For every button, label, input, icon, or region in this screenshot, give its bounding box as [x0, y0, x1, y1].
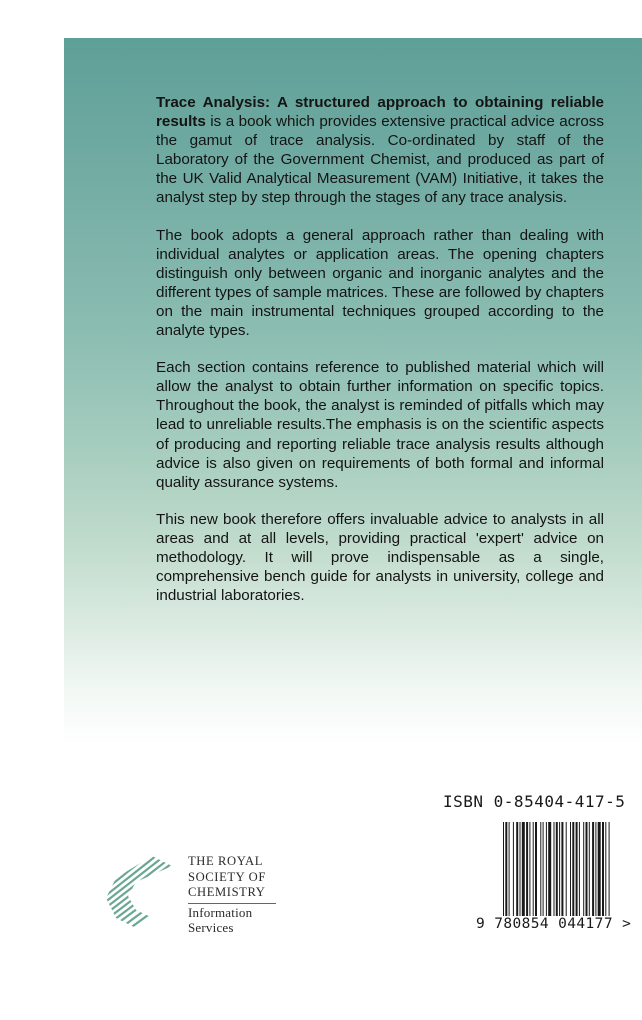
- publisher-name: [188, 854, 276, 936]
- book-title: Trace Analysis: A structured approach to obtaining reliable results: [156, 94, 604, 131]
- publisher-line-2: SOCIETY OF: [188, 869, 266, 884]
- barcode-digits: 9 780854 044177 >: [476, 916, 632, 932]
- blurb-paragraph-1: [156, 93, 604, 208]
- blurb-paragraph-3: Each section contains reference to published material which will allow the analyst to obtain further information on specific topics. Throughout the book, the analyst is reminded of pitfalls which may lead to unreliable results.The emphasis is on the scientific aspects of producing and reporting reliable trace analysis results although advice is also given on requirements of both formal and informal quality assurance systems.: [156, 359, 604, 491]
- blurb-paragraph-2: The book adopts a general approach rather than dealing with individual analytes or application areas. The opening chapters distinguish only between organic and inorganic analytes and the different types of sample matrices. These are followed by chapters on the main instrumental techniques grouped according to the analyte types.: [156, 226, 604, 340]
- isbn-label: ISBN 0-85404-417-5: [443, 792, 626, 811]
- publisher-divider: [188, 903, 276, 904]
- blurb-paragraph-4: This new book therefore offers invaluable advice to analysts in all areas and at all levels, providing practical 'expert' advice on methodology. It will prove indispensable as a single, comprehensive bench guide for analysts in university, college and industrial laboratories.: [156, 510, 604, 605]
- rsc-logo-icon: [100, 852, 180, 938]
- publisher-line-5: Services: [188, 920, 234, 935]
- publisher-line-3: CHEMISTRY: [188, 885, 266, 899]
- blurb-paragraph-1-text: is a book which provides extensive practical advice across the gamut of trace analysis. Co-ordinated by staff of the Laboratory of the Government Chemist, and produced as part of the UK Valid Analytical Measurement (VAM) Initiative, it takes the analyst step by step through the stages of any trace analysis.: [156, 113, 604, 207]
- back-cover-blurb: [156, 93, 604, 623]
- publisher-line-4: Information: [188, 904, 253, 920]
- publisher-line-1: THE ROYAL: [188, 854, 264, 868]
- barcode-icon: [503, 822, 642, 916]
